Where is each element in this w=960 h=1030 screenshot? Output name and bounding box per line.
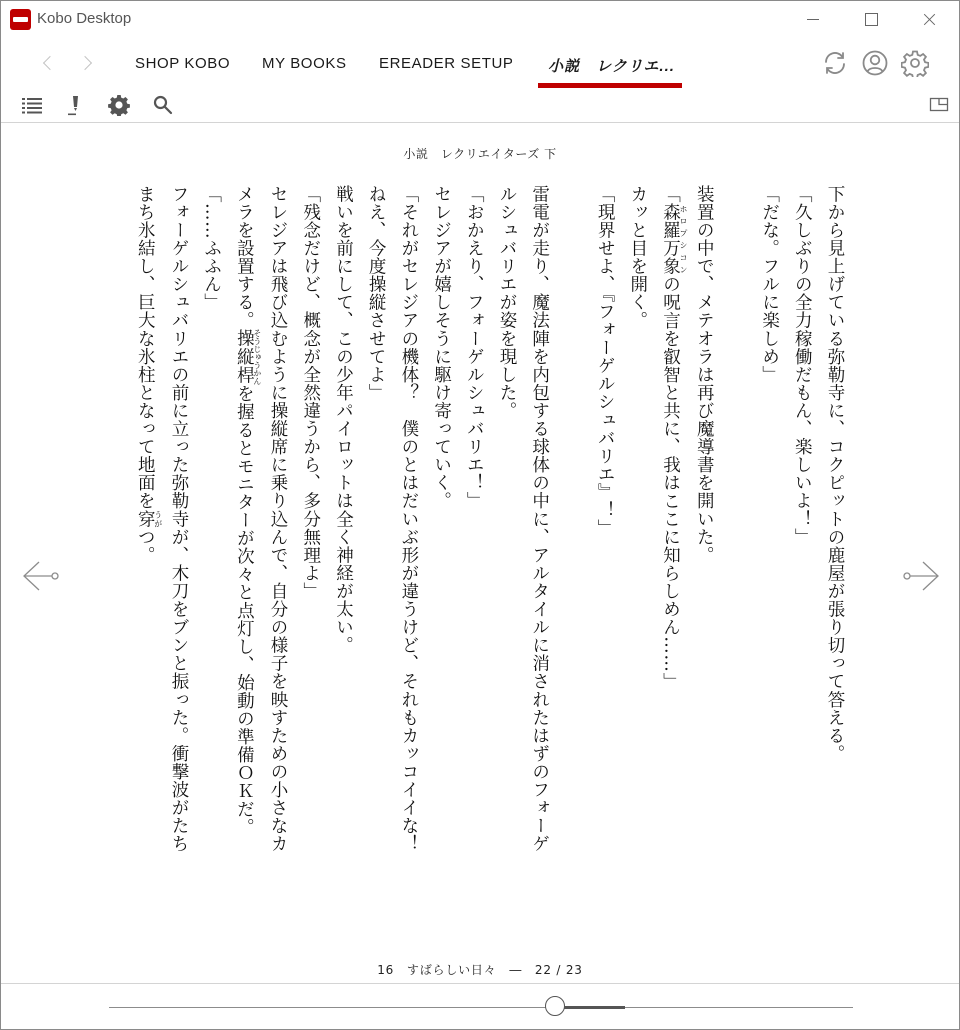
text-line: まち氷結し、巨大な氷柱となって地面を穿うがつ。 — [135, 185, 163, 565]
text-line: 装置の中で、メテオラは再び魔導書を開いた。 — [694, 185, 715, 565]
text-line: メラを設置する。操縦桿そうじゅうかんを握るとモニターが次々と点灯し、始動の準備ＯＫだ。 — [234, 185, 262, 837]
back-arrow-icon[interactable] — [37, 53, 57, 75]
text-line: 「森羅万象ホロプシコンの呪言を叡智と共に、我はここに知らしめん……」 — [660, 185, 688, 691]
settings-icon[interactable] — [901, 49, 929, 77]
ruby-annotation: 森羅万象ホロプシコン — [660, 203, 688, 276]
text-line: 「……ふふん」 — [201, 185, 222, 312]
minimize-button[interactable] — [798, 7, 828, 33]
text-line — [720, 185, 753, 945]
progress-bar-area — [1, 983, 959, 1030]
ruby-annotation: 穿うが — [135, 509, 163, 528]
tab-shop-kobo[interactable]: SHOP KOBO — [135, 55, 231, 72]
annotations-icon[interactable] — [65, 94, 87, 116]
tab-current-book[interactable]: 小説 レクリエ... — [548, 58, 675, 75]
vertical-page-text — [129, 185, 851, 945]
text-line: カッと目を開く。 — [627, 185, 648, 330]
sync-icon[interactable] — [821, 49, 849, 77]
main-nav — [1, 39, 959, 89]
forward-arrow-icon[interactable] — [77, 53, 97, 75]
text-line: 雷電が走り、魔法陣を内包する球体の中に、アルタイルに消されたはずのフォーゲ — [529, 185, 550, 853]
progress-slider-fill — [555, 1006, 625, 1009]
table-of-contents-icon[interactable] — [21, 94, 43, 116]
window-title: Kobo Desktop — [37, 10, 132, 27]
reader-toolbar — [1, 89, 959, 123]
kobo-logo-icon — [10, 9, 31, 30]
text-line: 「だな。フルに楽しめ」 — [759, 185, 780, 384]
text-line: フォーゲルシュバリエの前に立った弥勒寺が、木刀をブンと振った。衝撃波がたち — [168, 185, 189, 853]
page-footer: 16 すばらしい日々 ― 22 / 23 — [377, 963, 583, 977]
text-line: 「現界せよ、『フォーゲルシュバリエ』！」 — [595, 185, 616, 538]
page-text-area — [111, 185, 851, 945]
progress-slider-track[interactable] — [109, 1007, 853, 1008]
search-icon[interactable] — [152, 94, 174, 116]
active-tab-indicator — [538, 83, 682, 88]
account-icon[interactable] — [861, 49, 889, 77]
title-bar — [1, 1, 959, 39]
text-line: ねえ、今度操縦させてよ」 — [366, 185, 387, 402]
text-line: 「それがセレジアの機体？ 僕のとはだいぶ形が違うけど、それもカッコイイな！ — [398, 185, 419, 853]
text-line: セレジアは飛び込むように操縦席に乗り込んで、自分の様子を映すための小さなカ — [268, 185, 289, 853]
text-line: 下から見上げている弥勒寺に、コクピットの鹿屋が張り切って答える。 — [825, 185, 845, 763]
text-line: 「久しぶりの全力稼働だもん、楽しいよ！」 — [792, 185, 813, 546]
close-button[interactable] — [914, 7, 944, 33]
reading-area — [1, 123, 959, 983]
book-title-header: 小説 レクリエイターズ 下 — [403, 147, 557, 161]
tab-ereader-setup[interactable]: EREADER SETUP — [379, 55, 514, 72]
next-page-arrow-icon[interactable] — [901, 559, 941, 593]
tab-my-books[interactable]: MY BOOKS — [262, 55, 347, 72]
layout-icon[interactable] — [929, 95, 951, 117]
previous-page-arrow-icon[interactable] — [21, 559, 61, 593]
text-line: 「おかえり、フォーゲルシュバリエ！」 — [464, 185, 485, 510]
text-line: セレジアが嬉しそうに駆け寄っていく。 — [431, 185, 452, 510]
reading-settings-icon[interactable] — [108, 94, 130, 116]
text-line: 戦いを前にして、この少年パイロットは全く神経が太い。 — [333, 185, 354, 655]
text-line: 「残念だけど、概念が全然違うから、多分無理よ」 — [300, 185, 321, 601]
progress-slider-thumb[interactable] — [545, 996, 565, 1016]
ruby-annotation: 操縦桿そうじゅうかん — [234, 329, 262, 386]
maximize-button[interactable] — [856, 7, 886, 33]
text-line — [556, 185, 589, 945]
text-line: ルシュバリエが姿を現した。 — [496, 185, 517, 420]
